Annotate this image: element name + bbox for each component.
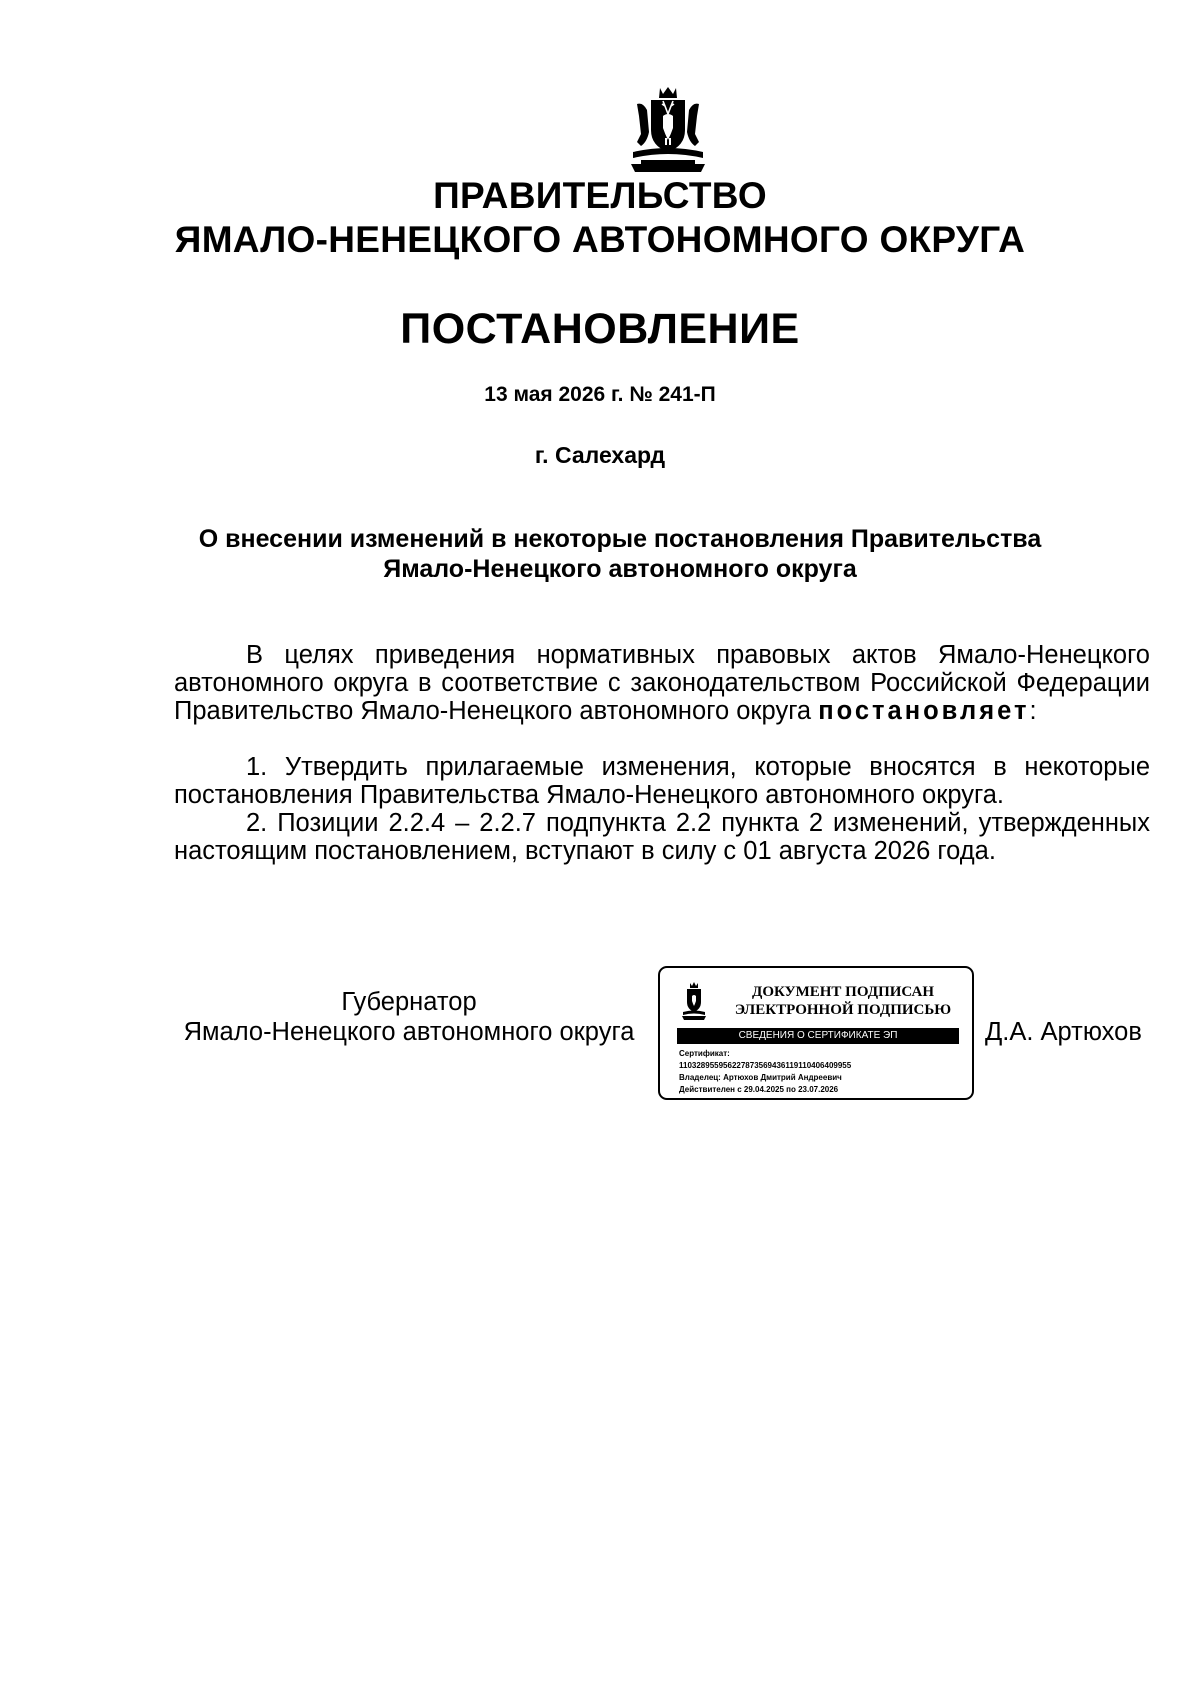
electronic-signature-stamp bbox=[658, 966, 974, 1100]
item-1-paragraph: 1. Утвердить прилагаемые изменения, которые вносятся в некоторые постановления Правительства Ямало-Ненецкого автономного округа. bbox=[174, 753, 1150, 809]
yamal-coat-of-arms-icon bbox=[627, 84, 709, 174]
certificate-label: Сертификат: bbox=[679, 1049, 730, 1058]
date-and-number: 13 мая 2026 г. № 241-П bbox=[484, 383, 716, 406]
signatory-title-line1: Губернатор bbox=[341, 988, 477, 1016]
subject-line2: Ямало-Ненецкого автономного округа bbox=[383, 555, 857, 583]
certificate-info-bar: СВЕДЕНИЯ О СЕРТИФИКАТЕ ЭП bbox=[677, 1028, 959, 1044]
government-name-line2: ЯМАЛО-НЕНЕЦКОГО АВТОНОМНОГО ОКРУГА bbox=[174, 219, 1026, 260]
signatory-title-line2: Ямало-Ненецкого автономного округа bbox=[183, 1018, 635, 1046]
stamp-coat-of-arms-icon bbox=[682, 982, 706, 1020]
signatory-title bbox=[174, 987, 644, 1047]
item-2-paragraph: 2. Позиции 2.2.4 – 2.2.7 подпункта 2.2 пункта 2 изменений, утвержденных настоящим постановлением, вступают в силу с 01 августа 2026 года. bbox=[174, 809, 1150, 865]
document-subject bbox=[180, 524, 1060, 584]
resolves-word: постановляет bbox=[818, 697, 1030, 725]
document-body bbox=[174, 641, 1150, 865]
signatory-name: Д.А. Артюхов bbox=[985, 1018, 1142, 1046]
subject-line1: О внесении изменений в некоторые постановления Правительства bbox=[198, 525, 1042, 553]
document-type-heading: ПОСТАНОВЛЕНИЕ bbox=[400, 305, 800, 353]
certificate-validity: Действителен с 29.04.2025 по 23.07.2026 bbox=[679, 1085, 839, 1094]
stamp-heading-line1: ДОКУМЕНТ ПОДПИСАН bbox=[752, 984, 934, 1000]
preamble-text: В целях приведения нормативных правовых актов Ямало-Ненецкого автономного округа в соответствие с законодательством Российской Федерации Правительство Ямало-Ненецкого автономного округа bbox=[174, 641, 1150, 725]
preamble-paragraph bbox=[174, 641, 1150, 725]
resolves-suffix: : bbox=[1029, 697, 1037, 725]
certificate-owner: Владелец: Артюхов Дмитрий Андреевич bbox=[679, 1073, 842, 1082]
stamp-heading-line2: ЭЛЕКТРОННОЙ ПОДПИСЬЮ bbox=[734, 1002, 952, 1018]
government-name-line1: ПРАВИТЕЛЬСТВО bbox=[433, 175, 767, 216]
city-line: г. Салехард bbox=[534, 442, 666, 468]
certificate-number: 110328955956227873569436119110406409955 bbox=[679, 1061, 852, 1070]
